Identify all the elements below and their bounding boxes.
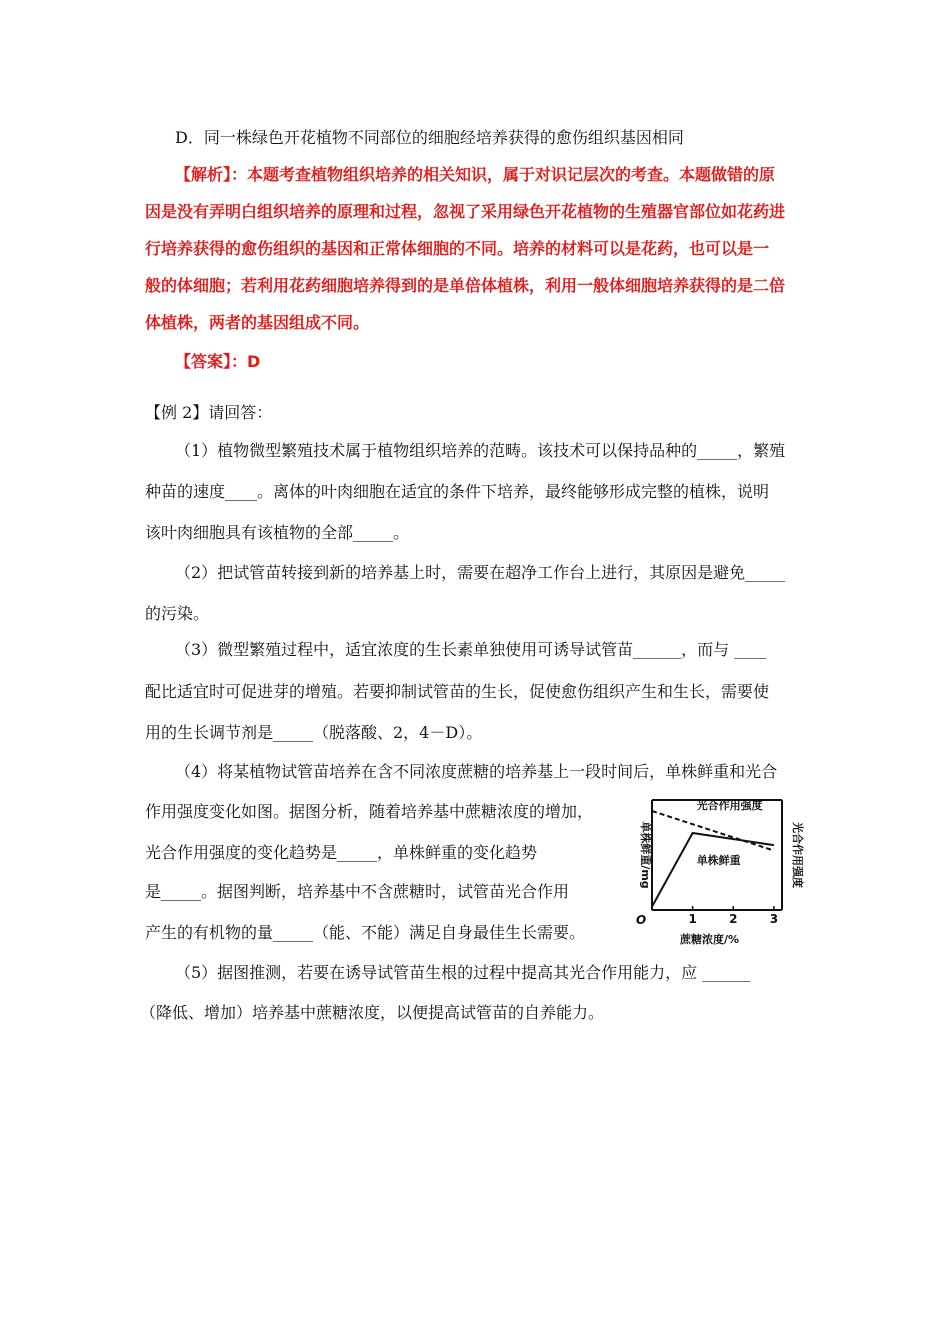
analysis-line: 【解析】：本题考查植物组织培养的相关知识，属于对识记层次的考查。本题做错的原 bbox=[175, 165, 776, 184]
q1-line: 种苗的速度____。离体的叶肉细胞在适宜的条件下培养，最终能够形成完整的植株，说明 bbox=[145, 482, 770, 501]
q4-line: 光合作用强度的变化趋势是_____，单株鲜重的变化趋势 bbox=[145, 843, 538, 862]
series-label-fresh-weight: 单株鲜重 bbox=[696, 853, 741, 867]
q5-line: （5）据图推测，若要在诱导试管苗生根的过程中提高其光合作用能力，应 ______ bbox=[175, 963, 751, 982]
sucrose-chart bbox=[632, 792, 822, 947]
analysis-line: 般的体细胞；若利用花药细胞培养得到的是单倍体植株，利用一般体细胞培养获得的是二倍 bbox=[145, 276, 786, 295]
q4-line: （4）将某植物试管苗培养在含不同浓度蔗糖的培养基上一段时间后，单株鲜重和光合 bbox=[175, 762, 778, 781]
option-d: D．同一株绿色开花植物不同部位的细胞经培养获得的愈伤组织基因相同 bbox=[175, 128, 684, 147]
q2-line: （2）把试管苗转接到新的培养基上时，需要在超净工作台上进行，其原因是避免_____ bbox=[175, 563, 786, 582]
photosynthesis-line bbox=[652, 811, 774, 851]
q1-line: 该叶肉细胞具有该植物的全部_____。 bbox=[145, 523, 410, 542]
example-title: 【例 2】请回答： bbox=[145, 403, 273, 422]
answer: 【答案】：D bbox=[175, 352, 261, 371]
q4-line: 作用强度变化如图。据图分析，随着培养基中蔗糖浓度的增加， bbox=[145, 802, 594, 821]
q3-line: （3）微型繁殖过程中，适宜浓度的生长素单独使用可诱导试管苗______，而与 ____ bbox=[175, 640, 767, 659]
x-tick-label: 1 bbox=[688, 912, 697, 926]
analysis-line: 因是没有弄明白组织培养的原理和过程，忽视了采用绿色开花植物的生殖器官部位如花药进 bbox=[145, 202, 786, 221]
left-axis-label: 单株鲜重/mg bbox=[639, 821, 652, 889]
q4-line: 是_____。据图判断，培养基中不含蔗糖时，试管苗光合作用 bbox=[145, 882, 570, 901]
q4-line: 产生的有机物的量_____（能、不能）满足自身最佳生长需要。 bbox=[145, 923, 586, 942]
q5-line: （降低、增加）培养基中蔗糖浓度，以便提高试管苗的自养能力。 bbox=[140, 1003, 605, 1022]
right-axis-label: 光合作用强度 bbox=[791, 822, 804, 888]
q1-line: （1）植物微型繁殖技术属于植物组织培养的范畴。该技术可以保持品种的_____，繁殖 bbox=[175, 441, 786, 460]
q2-line: 的污染。 bbox=[145, 604, 210, 623]
q3-line: 用的生长调节剂是_____（脱落酸、2，4－D）。 bbox=[145, 723, 483, 742]
x-tick-label: 3 bbox=[769, 912, 779, 926]
x-axis-label: 蔗糖浓度/% bbox=[680, 933, 740, 946]
analysis-line: 行培养获得的愈伤组织的基因和正常体细胞的不同。培养的材料可以是花药，也可以是一 bbox=[145, 239, 770, 258]
q3-line: 配比适宜时可促进芽的增殖。若要抑制试管苗的生长，促使愈伤组织产生和生长，需要使 bbox=[145, 682, 770, 701]
x-tick-label: 2 bbox=[729, 912, 738, 926]
origin-label: O bbox=[636, 913, 647, 927]
series-label-photosynthesis: 光合作用强度 bbox=[696, 798, 763, 812]
analysis-line: 体植株，两者的基因组成不同。 bbox=[145, 313, 370, 332]
